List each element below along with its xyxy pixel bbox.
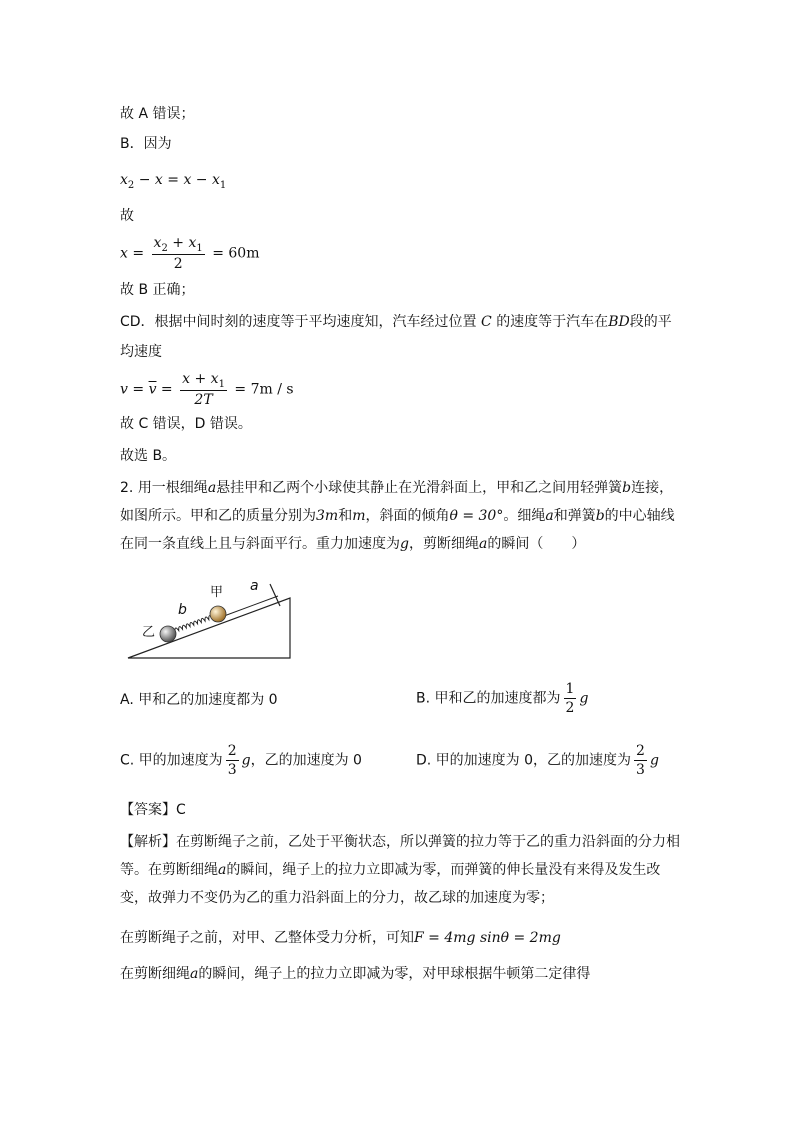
wall-mark <box>270 584 280 606</box>
ball-jia <box>210 606 226 622</box>
label-b: b <box>178 602 187 618</box>
analysis: 【解析】在剪断绳子之前，乙处于平衡状态，所以弹簧的拉力等于乙的重力沿斜面的分力相等。在剪断细绳a的瞬间，绳子上的拉力立即减为零，而弹簧的伸长量没有来得及发生改变，故弹力不变仍为乙的重力沿斜面上的分力，故乙球的加速度为零； <box>120 834 680 906</box>
text-line: 故 <box>120 208 134 224</box>
text-line: 故 A 错误； <box>120 106 195 122</box>
analysis-line: 在剪断细绳a的瞬间，绳子上的拉力立即减为零，对甲球根据牛顿第二定律得 <box>120 966 591 982</box>
text-line: CD．根据中间时刻的速度等于平均速度知，汽车经过位置 C 的速度等于汽车在BD段的平 <box>120 314 672 330</box>
label-yi: 乙 <box>142 625 156 640</box>
text-line: 故 B 正确； <box>120 282 195 298</box>
text-line: 故选 B。 <box>120 448 177 464</box>
equation-3: $v = \overline{v}$ = $\frac{x + x_1}{2T}$ = 7m / s <box>120 371 294 408</box>
option-a: A. 甲和乙的加速度都为 0 <box>120 692 278 708</box>
text-line: 均速度 <box>120 344 162 360</box>
text-line: B．因为 <box>120 136 172 152</box>
option-d: D. 甲的加速度为 0，乙的加速度为 $\frac{2}{3}$ g <box>416 743 659 778</box>
incline-figure <box>120 572 300 664</box>
label-jia: 甲 <box>210 585 224 600</box>
equation-2: x = $\frac{x_2 + x_1}{2}$ = 60m <box>120 235 260 272</box>
analysis-line: 在剪断绳子之前，对甲、乙整体受力分析，可知F = 4mg sinθ = 2mg <box>120 930 561 946</box>
option-c: C. 甲的加速度为 $\frac{2}{3}$ g，乙的加速度为 0 <box>120 743 362 778</box>
ball-yi <box>160 626 176 642</box>
equation-1: $x_2 - x = x - x_1$ <box>120 172 227 191</box>
label-a: a <box>250 578 259 594</box>
question-2: 2. 用一根细绳a悬挂甲和乙两个小球使其静止在光滑斜面上，甲和乙之间用轻弹簧b连接，如图所示。甲和乙的质量分别为3m和m，斜面的倾角θ = 30°。细绳a和弹簧b的中心轴线在同一条直线上且与斜面平行。重力加速度为g，剪断细绳a的瞬间（ ） <box>120 480 675 552</box>
option-b: B. 甲和乙的加速度都为 $\frac{1}{2}$ g <box>416 681 589 716</box>
text-line: 故 C 错误，D 错误。 <box>120 416 252 432</box>
answer: 【答案】C <box>120 802 186 818</box>
